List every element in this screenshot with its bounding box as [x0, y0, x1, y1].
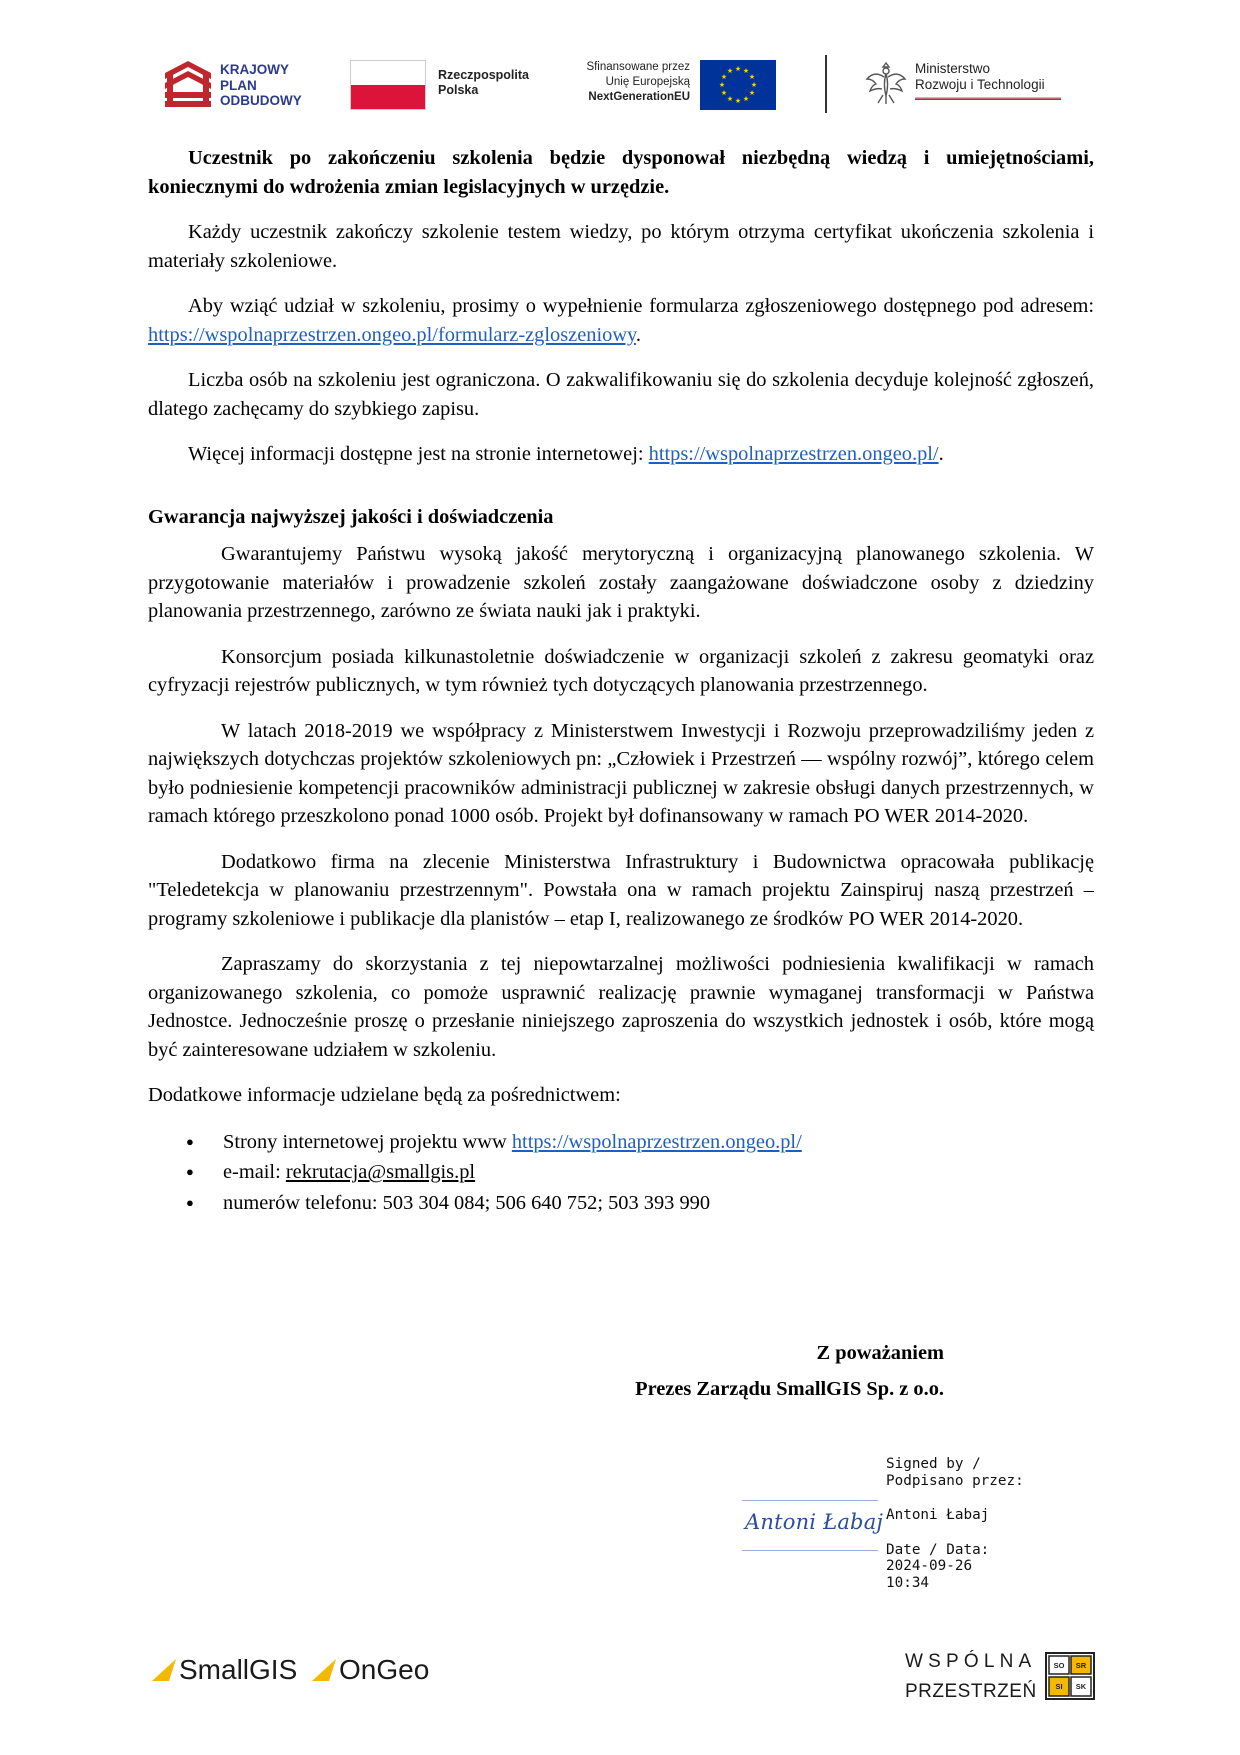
publication-paragraph: Dodatkowo firma na zlecenie Ministerstwa Infrastruktury i Budownictwa opracowała publikację "Teledetekcja w planowaniu przestrzennym". Powstała ona w ramach projektu Zainspiruj naszą przestrzeń – programy szkoleniowe i publikacje dla planistów – etap I, realizowanego ze środków PO WER 2014-2020. — [148, 850, 1094, 930]
contact-phone: ● numerów telefonu: 503 304 084; 506 640 752; 503 393 990 — [148, 1188, 1094, 1219]
ministry-line-1: Ministerstwo — [915, 61, 991, 76]
signed-by-label-pl: Podpisano przez: — [886, 1472, 1024, 1489]
kpo-logo-text — [220, 62, 302, 109]
svg-text:★: ★ — [726, 67, 734, 75]
wspolna-przestrzen-wordmark — [905, 1650, 1037, 1704]
letter-body — [148, 144, 1094, 1232]
form-paragraph-text: Aby wziąć udział w szkoleniu, prosimy o wypełnienie formularza zgłoszeniowego dostępnego pod adresem: — [188, 295, 1094, 317]
kpo-logo — [165, 59, 325, 115]
wp-code-sr: SR — [1075, 1661, 1087, 1670]
invite-paragraph: Zapraszamy do skorzystania z tej niepowtarzalnej możliwości podniesienia kwalifikacji w ramach organizowanego szkolenia, co pomoże usprawnić realizację prawnie wymaganej transformacji w Państwa Jednostce. Jednocześnie proszę o przesłanie niniejszego zaproszenia do wszystkich jednostek i osób, które mogą być zainteresowane udziałem w szkoleniu. — [148, 953, 1094, 1061]
form-paragraph — [148, 292, 1094, 349]
ongeo-triangle-icon — [312, 1659, 336, 1681]
closing-greeting: Z poważaniem — [816, 1342, 944, 1364]
signature-line-top — [742, 1500, 878, 1501]
wp-code-si: SI — [1055, 1682, 1063, 1691]
svg-text:★: ★ — [726, 95, 734, 103]
eu-line-1: Sfinansowane przez — [586, 61, 690, 73]
more-info-text: Więcej informacji dostępne jest na stronie internetowej: — [188, 443, 649, 465]
rp-logo-text — [438, 68, 529, 98]
contact-email-label: e-mail: — [223, 1161, 286, 1183]
contact-website — [148, 1127, 1094, 1158]
kpo-line-2: PLAN — [220, 77, 257, 93]
svg-text:★: ★ — [742, 67, 750, 75]
svg-text:★: ★ — [734, 97, 742, 105]
wspolna-przestrzen-logo — [905, 1650, 1095, 1714]
wp-code-sk: SK — [1075, 1682, 1087, 1691]
eu-line-2: Unię Europejską — [605, 76, 690, 88]
contact-email-link[interactable]: rekrutacja@smallgis.pl — [285, 1161, 476, 1183]
quality-paragraph: Gwarantujemy Państwu wysoką jakość merytoryczną i organizacyjną planowanego szkolenia. W przygotowanie materiałów i prowadzenie szkoleń zostały zaangażowane doświadczone osoby z dziedziny planowania przestrzennego, zarówno ze świata nauki jak i praktyki. — [148, 543, 1094, 622]
limit-paragraph: Liczba osób na szkoleniu jest ograniczona. O zakwalifikowaniu się do szkolenia decyduje kolejność zgłoszeń, dlatego zachęcamy do szybkiego zapisu. — [148, 369, 1094, 420]
signature-details — [886, 1456, 1072, 1592]
svg-text:★: ★ — [748, 89, 756, 97]
rp-line-2: Polska — [438, 83, 479, 97]
ongeo-wordmark: OnGeo — [339, 1654, 430, 1685]
contact-email — [148, 1157, 1094, 1188]
ministry-logo — [865, 57, 1085, 115]
more-info-paragraph — [148, 440, 1094, 469]
website-link[interactable]: https://wspolnaprzestrzen.ongeo.pl/ — [648, 443, 939, 465]
eu-line-3: NextGenerationEU — [588, 91, 690, 103]
eu-flag-icon — [700, 60, 776, 110]
wp-grid-icon — [1045, 1652, 1095, 1700]
signed-by-label: Signed by / — [886, 1456, 981, 1472]
eagle-emblem-icon — [865, 57, 907, 109]
date-label: Date / Data: — [886, 1541, 990, 1558]
closing-title: Prezes Zarządu SmallGIS Sp. z o.o. — [635, 1378, 944, 1400]
eu-funding-text — [570, 60, 690, 105]
test-paragraph: Każdy uczestnik zakończy szkolenie testem wiedzy, po którym otrzyma certyfikat ukończenia szkolenia i materiały szkoleniowe. — [148, 221, 1094, 272]
form-link[interactable]: https://wspolnaprzestrzen.ongeo.pl/formularz-zgloszeniowy — [148, 323, 636, 346]
kpo-line-1: KRAJOWY — [220, 62, 290, 77]
ministry-line-2: Rozwoju i Technologii — [915, 77, 1045, 92]
ministry-logo-text — [915, 61, 1045, 93]
consortium-paragraph: Konsorcjum posiada kilkunastoletnie doświadczenie w organizacji szkoleń z zakresu geomatyki oraz cyfryzacji rejestrów publicznych, w tym również tych dotyczących planowania przestrzennego. — [148, 645, 1094, 696]
contacts-intro: Dodatkowe informacje udzielane będą za pośrednictwem: — [148, 1084, 621, 1106]
electronic-signature — [742, 1456, 1072, 1591]
signature-time: 10:34 — [886, 1574, 930, 1591]
svg-text:★: ★ — [750, 81, 758, 89]
signature-date: 2024-09-26 — [886, 1558, 973, 1575]
history-paragraph: W latach 2018-2019 we współpracy z Ministerstwem Inwestycji i Rozwoju przeprowadziliśmy jeden z największych dotychczas projektów szkoleniowych pn: „Człowiek i Przestrzeń — wspólny rozwój”, którego celem było podniesienie kompetencji pracowników administracji publicznej w zakresie obsługi danych przestrzennych, w ramach którego przeszkolono ponad 1000 osób. Projekt był dofinansowany w ramach PO WER 2014-2020. — [148, 719, 1094, 827]
contact-website-link[interactable]: https://wspolnaprzestrzen.ongeo.pl/ — [511, 1130, 802, 1153]
contacts-list — [148, 1127, 1094, 1219]
footer-partner-logos — [152, 1652, 452, 1692]
svg-text:★: ★ — [720, 73, 728, 81]
smallgis-wordmark: SmallGIS — [179, 1654, 298, 1685]
form-paragraph-end: . — [635, 323, 642, 346]
svg-text:★: ★ — [718, 81, 726, 89]
signature-handwritten: Antoni Łabaj — [745, 1510, 884, 1534]
header-logo-bar — [165, 55, 1075, 117]
closing-block — [148, 1336, 944, 1406]
wp-line-1: WSPÓLNA — [905, 1651, 1037, 1672]
rp-line-1: Rzeczpospolita — [438, 68, 529, 82]
svg-text:★: ★ — [748, 73, 756, 81]
smallgis-triangle-icon — [152, 1659, 176, 1681]
svg-text:★: ★ — [720, 89, 728, 97]
signature-line-bottom — [742, 1550, 878, 1551]
polish-flag-icon — [350, 60, 426, 110]
kpo-line-3: ODBUDOWY — [220, 93, 302, 108]
more-info-end: . — [938, 443, 944, 465]
logo-separator — [825, 55, 827, 113]
section-heading: Gwarancja najwyższej jakości i doświadczenia — [148, 505, 554, 528]
wp-code-so: SO — [1053, 1661, 1065, 1670]
eu-funding-logo — [570, 58, 785, 113]
rp-logo — [350, 60, 540, 112]
lead-paragraph: Uczestnik po zakończeniu szkolenia będzie dysponował niezbędną wiedzą i umiejętnościami, koniecznymi do wdrożenia zmian legislacyjnych w urzędzie. — [148, 147, 1094, 198]
contact-website-label: Strony internetowej projektu www — [223, 1130, 512, 1153]
signer-name: Antoni Łabaj — [886, 1507, 990, 1524]
svg-text:★: ★ — [742, 95, 750, 103]
ministry-underline — [915, 97, 1061, 100]
svg-text:★: ★ — [734, 65, 742, 73]
kpo-emblem-icon — [165, 59, 211, 109]
wp-line-2: PRZESTRZEŃ — [905, 1681, 1037, 1702]
